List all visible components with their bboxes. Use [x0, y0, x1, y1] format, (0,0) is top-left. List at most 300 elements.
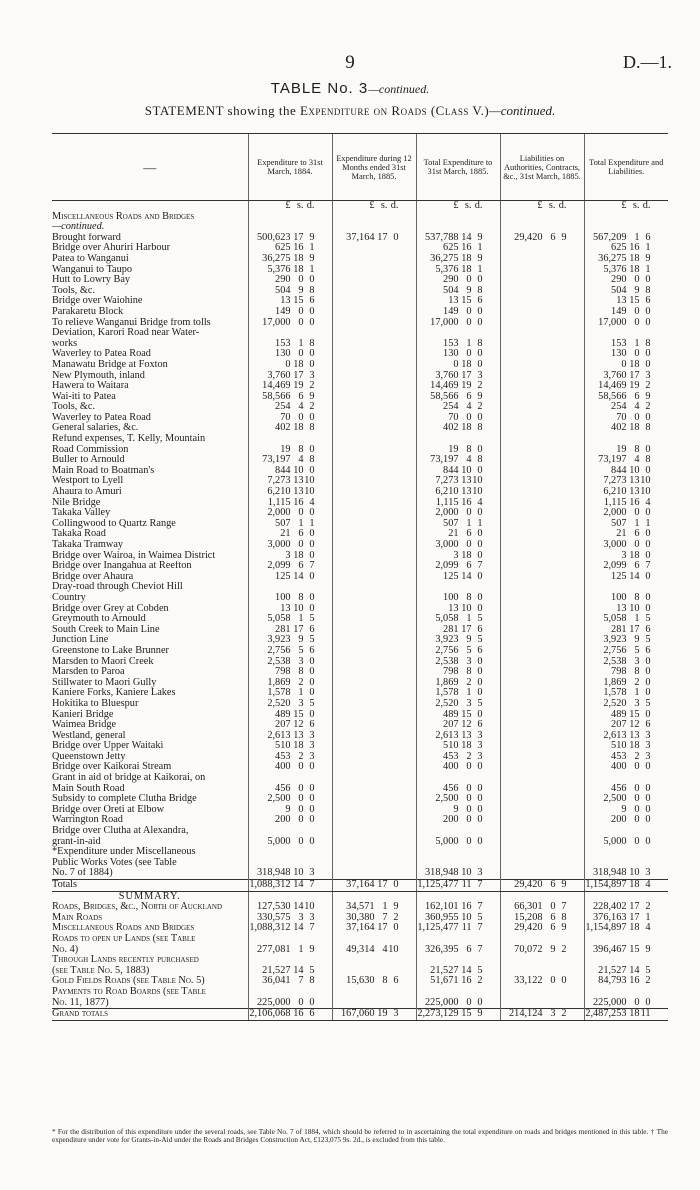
amount-shillings: 17 [377, 879, 388, 890]
row-description: Wanganui to Taupo [52, 264, 133, 275]
amount-cell [500, 847, 584, 858]
amount-pounds: 2,500 [267, 794, 291, 805]
row-description: Parakaretu Block [52, 306, 124, 317]
amount-cell [416, 998, 500, 1009]
amount-pence: 0 [645, 349, 651, 360]
amount-cell [584, 402, 668, 413]
amount [417, 476, 500, 487]
amount-pounds: 507 [275, 518, 291, 529]
amount-pounds: 290 [611, 275, 627, 286]
row-description: Marsden to Paroa [52, 667, 125, 678]
row-description: Miscellaneous Roads and Bridges [52, 923, 195, 934]
amount-cell [500, 913, 584, 924]
amount-pence: 10 [304, 902, 315, 913]
amount [585, 392, 669, 403]
amount-pounds: 2,756 [267, 645, 291, 656]
amount-cell [332, 913, 416, 924]
amount-shillings: 10 [629, 868, 640, 879]
amount-pence: 3 [309, 751, 315, 762]
amount-pence: 8 [645, 455, 651, 466]
amount-cell [248, 837, 332, 848]
amount [585, 233, 669, 244]
amount-pounds: 36,041 [262, 976, 291, 987]
amount [585, 296, 669, 307]
amount-pence: 0 [477, 306, 483, 317]
amount-cell [248, 699, 332, 710]
amount-cell [416, 381, 500, 392]
amount [249, 731, 332, 742]
amount-pounds: 504 [275, 285, 291, 296]
row-description: works [52, 338, 78, 349]
column-header-liabilities: Liabilities on Authorities, Contracts, &c., 31st March, 1885. [500, 134, 584, 201]
amount-shillings: 17 [293, 370, 304, 381]
amount-shillings: 10 [461, 912, 472, 923]
amount-pence: 3 [645, 730, 651, 741]
amount-pounds: 504 [443, 285, 459, 296]
amount [249, 339, 332, 350]
amount-cell [584, 976, 668, 987]
amount-pounds: 1,869 [435, 677, 459, 688]
amount-cell [584, 955, 668, 966]
amount-cell [416, 392, 500, 403]
amount-pounds: 36,275 [598, 253, 627, 264]
amount [417, 837, 500, 848]
amount-pounds: 2,099 [435, 561, 459, 572]
amount-cell [332, 275, 416, 286]
unit-shillings: s. [632, 200, 640, 211]
amount [585, 360, 669, 371]
table-row [52, 699, 668, 710]
amount-pounds: 453 [275, 751, 291, 762]
amount-pence: 3 [309, 370, 315, 381]
row-description: Marsden to Maori Creek [52, 656, 154, 667]
amount-cell [500, 762, 584, 773]
amount-pounds: 510 [611, 741, 627, 752]
amount [249, 945, 332, 956]
amount-cell [584, 572, 668, 583]
amount-pence: 7 [477, 923, 483, 934]
amount [585, 966, 669, 977]
amount-pence: 8 [309, 423, 315, 434]
column-header-row [52, 134, 668, 201]
section-continued: —continued. [52, 222, 105, 233]
amount [585, 614, 669, 625]
amount-shillings: 17 [293, 624, 304, 635]
amount-pence: 0 [645, 709, 651, 720]
amount-cell [584, 815, 668, 826]
amount-pence: 0 [477, 317, 483, 328]
row-description: Takaka Road [52, 529, 106, 540]
row-description: Grand totals [52, 1009, 248, 1021]
amount-pence: 0 [477, 571, 483, 582]
amount-shillings: 0 [298, 815, 304, 826]
row-description: Dray-road through Cheviot Hill [52, 582, 183, 593]
expenditure-table [52, 133, 668, 1021]
amount-pounds: 5,058 [267, 614, 291, 625]
amount-shillings: 0 [298, 508, 304, 519]
amount-pounds: 73,197 [430, 455, 459, 466]
amount [417, 519, 500, 530]
amount-cell [500, 265, 584, 276]
amount-cell [416, 296, 500, 307]
table-row [52, 731, 668, 742]
amount-pence: 7 [477, 944, 483, 955]
amount-cell [332, 540, 416, 551]
amount [417, 635, 500, 646]
amount-pounds: 489 [611, 709, 627, 720]
footnote-line-2: total expenditure on roads and bridges mentioned in this table. [463, 1127, 649, 1136]
row-description: Payments to Road Boards (see Table [52, 986, 206, 997]
amount-shillings: 18 [629, 1008, 640, 1020]
amount-pence: 9 [561, 232, 567, 243]
amount-cell [584, 646, 668, 657]
amount-pence: 1 [309, 243, 315, 254]
amount-pounds: 7,273 [603, 476, 627, 487]
table-row [52, 307, 668, 318]
amount-pounds: 2,099 [603, 561, 627, 572]
document-code: D.—1. [623, 52, 672, 72]
amount-cell [416, 847, 500, 858]
amount-pounds: 19 [448, 444, 459, 455]
amount-cell [332, 296, 416, 307]
amount-pence: 0 [309, 794, 315, 805]
amount-pounds: 2,756 [435, 645, 459, 656]
amount-shillings: 14 [461, 571, 472, 582]
amount-pounds: 228,402 [593, 902, 627, 913]
amount-cell [332, 339, 416, 350]
amount [249, 286, 332, 297]
amount-pence: 0 [309, 603, 315, 614]
amount-pounds: 21 [280, 529, 291, 540]
amount [585, 402, 669, 413]
amount [585, 688, 669, 699]
amount-cell [248, 498, 332, 509]
amount-cell [584, 328, 668, 339]
row-description: Country [52, 592, 86, 603]
amount-shillings: 14 [629, 571, 640, 582]
amount-cell [248, 847, 332, 858]
row-description: Brought forward [52, 232, 121, 243]
amount-pounds: 3,000 [435, 540, 459, 550]
amount-cell [584, 487, 668, 498]
amount-shillings: 7 [382, 912, 388, 923]
empty-cell [248, 222, 332, 233]
amount-cell [332, 529, 416, 540]
amount-cell [248, 349, 332, 360]
amount-cell [416, 466, 500, 477]
amount-shillings: 18 [629, 879, 640, 890]
section-heading [52, 212, 248, 223]
amount-cell [416, 688, 500, 699]
amount-pounds: 3,760 [267, 370, 291, 381]
amount-pounds: 798 [611, 667, 627, 678]
amount-cell [416, 328, 500, 339]
amount [417, 529, 500, 540]
row-description: Stillwater to Maori Gully [52, 677, 157, 688]
row-description: Westport to Lyell [52, 476, 124, 487]
amount-cell [416, 945, 500, 956]
amount [417, 445, 500, 456]
amount-pence: 8 [477, 455, 483, 466]
amount-shillings: 0 [466, 412, 472, 423]
amount-cell [248, 508, 332, 519]
amount-pounds: 125 [275, 571, 291, 582]
amount [249, 519, 332, 530]
row-description: Totals [52, 880, 248, 892]
table-row [52, 561, 668, 572]
amount-shillings: 0 [298, 783, 304, 794]
column-header-expenditure-12-months: Expenditure during 12 Months ended 31st March, 1885. [332, 134, 416, 201]
amount-shillings: 8 [466, 592, 472, 603]
amount-cell [332, 955, 416, 966]
amount-cell [500, 392, 584, 403]
amount-cell [500, 784, 584, 795]
amount-pence: 0 [645, 603, 651, 614]
amount [585, 254, 669, 265]
amount-cell [248, 233, 332, 244]
amount-cell [584, 318, 668, 329]
amount-shillings: 0 [466, 762, 472, 773]
amount-shillings: 18 [629, 550, 640, 561]
amount-pence: 8 [645, 285, 651, 296]
row-description: Main Road to Boatman's [52, 465, 155, 476]
row-description: No. 7 of 1884) [52, 868, 113, 879]
amount [585, 913, 669, 924]
amount-shillings: 4 [634, 402, 640, 413]
amount-cell [584, 254, 668, 265]
amount [417, 498, 500, 509]
amount-cell [416, 837, 500, 848]
amount [249, 741, 332, 752]
row-description: Patea to Wanganui [52, 253, 129, 264]
amount-pence: 2 [309, 381, 315, 392]
amount-shillings: 1 [298, 688, 304, 699]
amount-shillings: 0 [634, 836, 640, 847]
amount-cell [248, 604, 332, 615]
table-row [52, 508, 668, 519]
amount-pence: 8 [309, 338, 315, 349]
amount-shillings: 9 [550, 944, 556, 955]
amount-cell [416, 423, 500, 434]
unit-pounds: £ [453, 200, 459, 211]
amount-cell [332, 773, 416, 784]
amount-shillings: 17 [629, 370, 640, 381]
amount-cell [500, 455, 584, 466]
amount-cell [248, 551, 332, 562]
amount-shillings: 13 [629, 730, 640, 741]
amount-cell [248, 572, 332, 583]
amount-cell [332, 413, 416, 424]
amount-pence: 0 [477, 603, 483, 614]
amount-pence: 0 [477, 656, 483, 667]
amount [417, 784, 500, 795]
amount-cell [248, 720, 332, 731]
amount-pence: 0 [645, 508, 651, 519]
amount-cell [584, 540, 668, 551]
amount-cell [248, 243, 332, 254]
row-description: Through Lands recently purchased [52, 955, 199, 966]
amount [249, 678, 332, 689]
amount [585, 762, 669, 773]
amount [249, 413, 332, 424]
amount-pounds: 330,575 [257, 912, 291, 923]
amount [417, 349, 500, 360]
section-continued-row [52, 222, 668, 233]
amount [249, 880, 332, 891]
amount-shillings: 3 [550, 1008, 556, 1020]
amount-cell [584, 880, 668, 892]
amount [249, 233, 332, 244]
amount-cell [416, 646, 500, 657]
amount-shillings: 9 [466, 285, 472, 296]
page-number: 9 [345, 52, 355, 73]
amount-shillings: 18 [629, 359, 640, 370]
amount-cell [500, 752, 584, 763]
amount-shillings: 1 [466, 688, 472, 699]
amount-pence: 0 [309, 836, 315, 847]
amount-cell [416, 635, 500, 646]
amount-pounds: 13 [448, 603, 459, 614]
amount [585, 678, 669, 689]
table-row [52, 402, 668, 413]
amount-pounds: 376,163 [593, 912, 627, 923]
row-description: Gold Fields Roads (see Table No. 5) [52, 976, 205, 987]
amount [417, 423, 500, 434]
amount-cell [416, 805, 500, 816]
amount-cell [500, 243, 584, 254]
amount [501, 945, 584, 956]
amount-cell [416, 614, 500, 625]
amount-pounds: 225,000 [593, 997, 627, 1008]
amount [249, 265, 332, 276]
table-row [52, 815, 668, 826]
amount-pounds: 500,623 [257, 232, 291, 243]
row-description: Public Works Votes (see Table [52, 857, 177, 868]
amount-shillings: 0 [466, 794, 472, 805]
amount-pence: 0 [309, 571, 315, 582]
amount-cell [500, 561, 584, 572]
column-header-total-and-liabilities: Total Expenditure and Liabilities. [584, 134, 668, 201]
amount-shillings: 0 [298, 794, 304, 805]
amount [585, 561, 669, 572]
amount-shillings: 1 [634, 518, 640, 529]
amount-cell [332, 998, 416, 1009]
amount-shillings: 0 [634, 794, 640, 805]
amount-pence: 3 [309, 730, 315, 741]
amount-shillings: 19 [461, 381, 472, 392]
amount-cell [332, 519, 416, 530]
amount-pence: 7 [645, 561, 651, 572]
amount [417, 720, 500, 731]
amount-pence: 9 [309, 253, 315, 264]
amount-cell [584, 381, 668, 392]
amount-cell [332, 423, 416, 434]
table-row [52, 540, 668, 551]
amount-cell [248, 275, 332, 286]
amount-cell [500, 987, 584, 998]
amount-cell [332, 837, 416, 848]
amount [585, 923, 669, 934]
amount-cell [584, 614, 668, 625]
amount-cell [500, 476, 584, 487]
table-heading [0, 80, 700, 97]
amount-pence: 0 [309, 465, 315, 476]
amount-pounds: 29,420 [514, 923, 543, 934]
amount-shillings: 0 [298, 317, 304, 328]
amount-pounds: 290 [443, 275, 459, 286]
amount-pence: 2 [561, 944, 567, 955]
amount [585, 667, 669, 678]
amount-pounds: 21,527 [430, 965, 459, 976]
amount-shillings: 1 [466, 338, 472, 349]
amount-cell [332, 508, 416, 519]
amount-shillings: 4 [382, 944, 388, 955]
amount-cell [584, 966, 668, 977]
amount-cell [500, 646, 584, 657]
amount-pounds: 3,923 [267, 635, 291, 646]
amount-pence: 8 [477, 338, 483, 349]
amount-pence: 2 [645, 902, 651, 913]
table-row [52, 445, 668, 456]
amount [585, 625, 669, 636]
amount-shillings: 6 [466, 529, 472, 540]
amount-cell [332, 466, 416, 477]
amount-pounds: 510 [275, 741, 291, 752]
table-row [52, 328, 668, 339]
amount-cell [248, 339, 332, 350]
table-row [52, 243, 668, 254]
amount-cell [500, 529, 584, 540]
row-description: Hokitika to Bluespur [52, 698, 139, 709]
amount-shillings: 3 [466, 656, 472, 667]
amount-shillings: 1 [298, 944, 304, 955]
table-row [52, 466, 668, 477]
amount-cell [500, 945, 584, 956]
amount-cell [416, 826, 500, 837]
amount-pounds: 567,209 [593, 232, 627, 243]
amount [585, 699, 669, 710]
amount-cell [332, 328, 416, 339]
amount-pence: 7 [477, 879, 483, 890]
empty-cell [416, 891, 500, 902]
amount-cell [248, 519, 332, 530]
units-row [52, 201, 668, 212]
unit-pounds: £ [369, 200, 375, 211]
amount-cell [500, 307, 584, 318]
amount-shillings: 14 [629, 965, 640, 976]
amount-cell [332, 657, 416, 668]
amount-cell [416, 966, 500, 977]
amount [417, 339, 500, 350]
amount [417, 540, 500, 551]
row-description: grant-in-aid [52, 836, 101, 847]
amount [249, 762, 332, 773]
table-row [52, 371, 668, 382]
amount-cell [584, 243, 668, 254]
amount-cell [416, 508, 500, 519]
amount-pence: 0 [645, 592, 651, 603]
amount [249, 508, 332, 519]
amount-cell [500, 349, 584, 360]
table-row [52, 519, 668, 530]
amount-shillings: 15 [629, 296, 640, 307]
amount-shillings: 3 [298, 698, 304, 709]
amount-shillings: 3 [466, 698, 472, 709]
amount-pounds: 19 [616, 444, 627, 455]
amount-pounds: 100 [443, 592, 459, 603]
unit-shillings: s. [380, 200, 388, 211]
amount-pounds: 14,469 [598, 381, 627, 392]
